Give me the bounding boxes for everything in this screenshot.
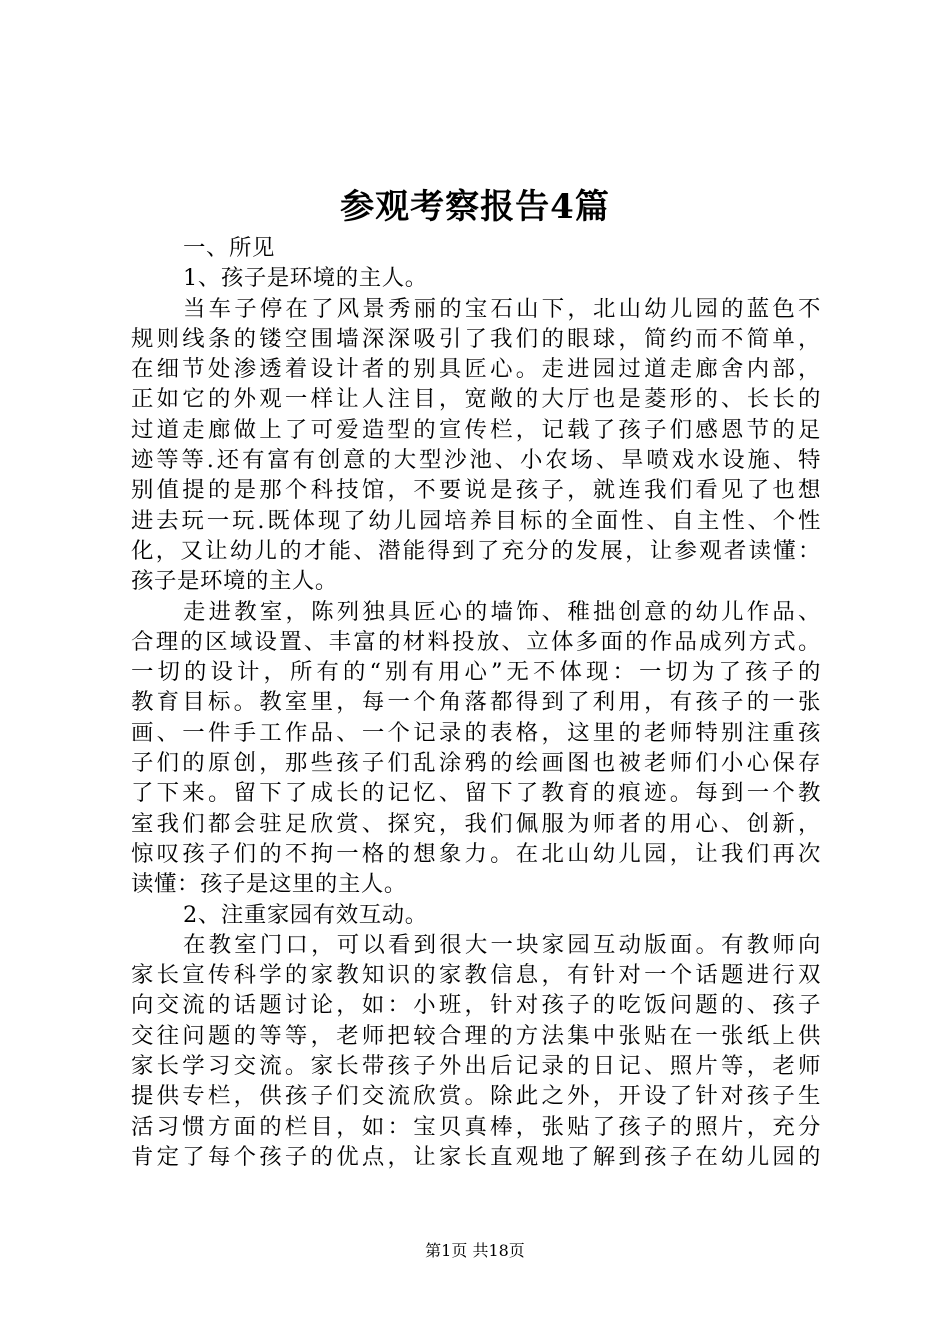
text-line: 交往问题的等等，老师把较合理的方法集中张贴在一张纸上供: [131, 1022, 821, 1049]
document-body: [131, 233, 821, 1172]
text-line: 子们的原创，那些孩子们乱涂鸦的绘画图也被老师们小心保存: [131, 750, 821, 777]
text-line: 过道走廊做上了可爱造型的宣传栏，记载了孩子们感恩节的足: [131, 416, 821, 443]
text-line: 在教室门口，可以看到很大一块家园互动版面。有教师向: [183, 931, 821, 958]
text-line: 一切的设计，所有的“别有用心”无不体现：一切为了孩子的: [131, 659, 821, 686]
text-line: 当车子停在了风景秀丽的宝石山下，北山幼儿园的蓝色不: [183, 295, 821, 322]
text-line: 家长学习交流。家长带孩子外出后记录的日记、照片等，老师: [131, 1053, 821, 1080]
document-title: 参观考察报告4篇: [340, 187, 610, 227]
text-line: 在细节处渗透着设计者的别具匠心。走进园过道走廊舍内部，: [131, 356, 821, 383]
text-line: 迹等等.还有富有创意的大型沙池、小农场、旱喷戏水设施、特: [131, 447, 821, 474]
text-line: 1、孩子是环境的主人。: [183, 265, 428, 292]
text-line: 家长宣传科学的家教知识的家教信息，有针对一个话题进行双: [131, 962, 821, 989]
text-line: 正如它的外观一样让人注目，宽敞的大厅也是菱形的、长长的: [131, 386, 821, 413]
text-line: 教育目标。教室里，每一个角落都得到了利用，有孩子的一张: [131, 689, 821, 716]
text-line: 一、所见: [183, 235, 275, 261]
text-line: 化，又让幼儿的才能、潜能得到了充分的发展，让参观者读懂：: [131, 537, 821, 564]
text-line: 惊叹孩子们的不拘一格的想象力。在北山幼儿园，让我们再次: [131, 840, 821, 867]
text-line: 提供专栏，供孩子们交流欣赏。除此之外，开设了针对孩子生: [131, 1083, 821, 1110]
text-line: 别值提的是那个科技馆，不要说是孩子，就连我们看见了也想: [131, 477, 821, 504]
text-line: 规则线条的镂空围墙深深吸引了我们的眼球，简约而不简单，: [131, 325, 821, 352]
text-line: 画、一件手工作品、一个记录的表格，这里的老师特别注重孩: [131, 719, 821, 746]
text-line: 2、注重家园有效互动。: [183, 901, 428, 928]
page-footer: 第1页 共18页: [425, 1241, 525, 1260]
text-line: 了下来。留下了成长的记忆、留下了教育的痕迹。每到一个教: [131, 780, 821, 807]
text-line: 室我们都会驻足欣赏、探究，我们佩服为师者的用心、创新，: [131, 810, 821, 837]
text-line: 活习惯方面的栏目，如：宝贝真棒，张贴了孩子的照片，充分: [131, 1113, 821, 1140]
text-line: 读懂：孩子是这里的主人。: [131, 871, 407, 898]
text-line: 肯定了每个孩子的优点，让家长直观地了解到孩子在幼儿园的: [131, 1143, 821, 1170]
text-line: 合理的区域设置、丰富的材料投放、立体多面的作品成列方式。: [131, 628, 821, 655]
text-line: 孩子是环境的主人。: [131, 568, 338, 595]
text-line: 进去玩一玩.既体现了幼儿园培养目标的全面性、自主性、个性: [131, 507, 821, 534]
text-line: 向交流的话题讨论，如：小班，针对孩子的吃饭问题的、孩子: [131, 992, 821, 1019]
text-line: 走进教室，陈列独具匠心的墙饰、稚拙创意的幼儿作品、: [183, 598, 821, 625]
